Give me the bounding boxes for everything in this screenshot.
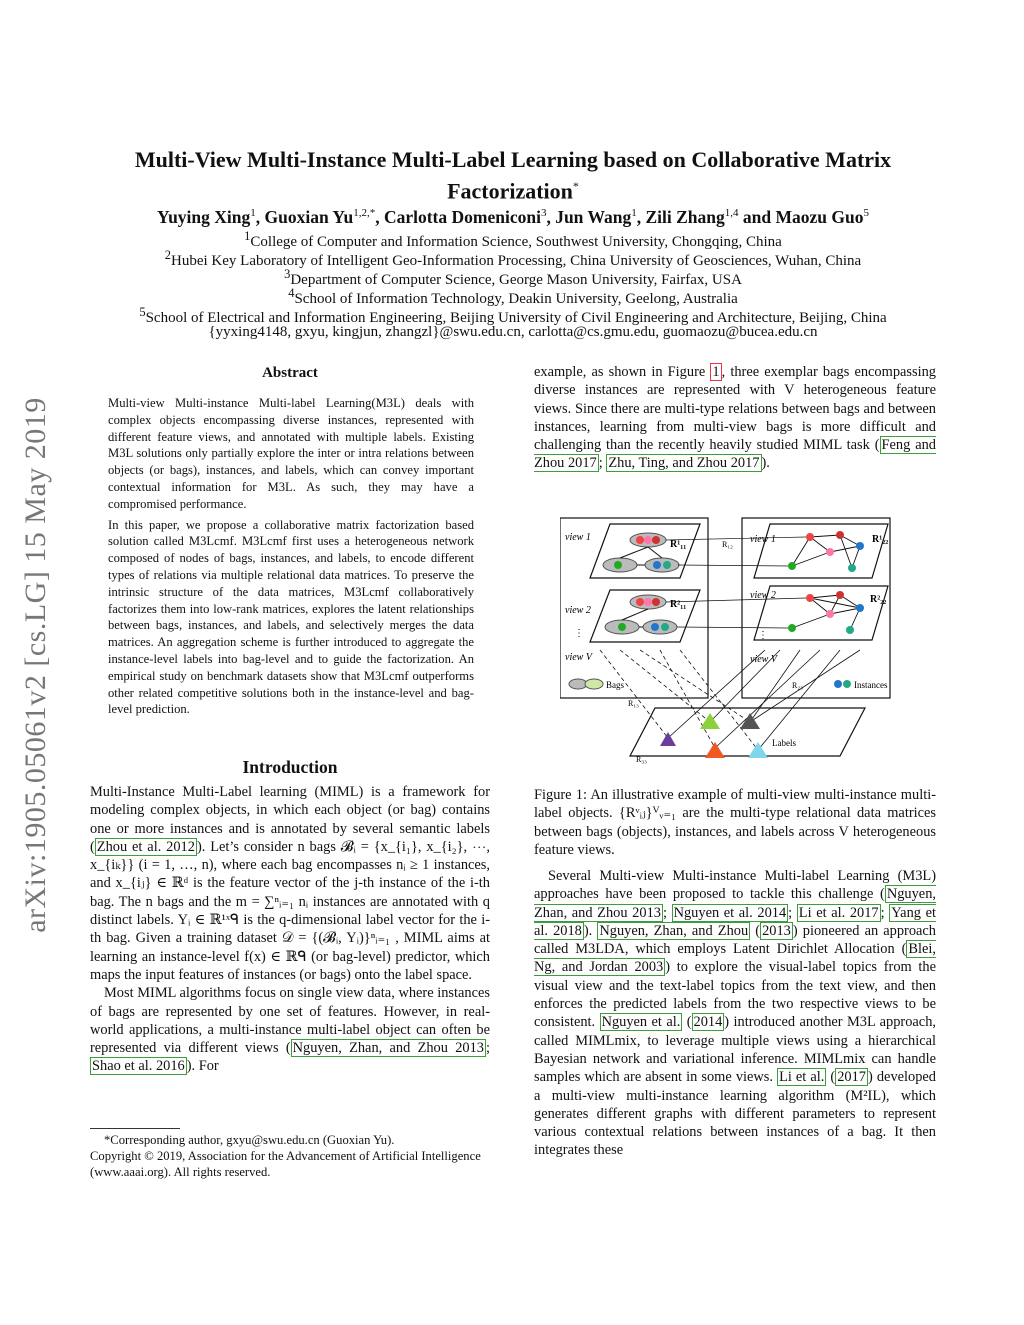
intro-paragraph-1: Multi-Instance Multi-Label learning (MIML) is a framework for modeling complex objects, in which each object (or bag) contains one or more instances and is annotated by several semantic labels ( Zhou et al. 2012 ). Let’s consider n bags 𝓑ᵢ = {x_{i₁}, x_{i₂}, ⋯, x_{iₖ}} (i = 1, …, n), where each bag encompasses nᵢ ≥ 1 instances, and x_{iⱼ} ∈ ℝᵈ is the feature vector of the j-th instance of the i-th bag. The n bags and the m = ∑ⁿᵢ₌₁ nᵢ instances are annotated with q distinct labels. Yᵢ ∈ ℝ¹ˣᑫ is the q-dimensional label vector for the i-th bag. Given a training dataset 𝒟 = {(𝓑ᵢ, Yᵢ)}ⁿᵢ₌₁ , MIML aims at learning an instance-level f(x) ∈ ℝᑫ (or bag-level) predictor, which maps the input features of instances (or bags) onto the label space. <box>90 784 490 983</box>
instance-node <box>788 624 796 632</box>
affiliation-4: $^4$School of Information Technology, Deakin University, Geelong, Australia <box>288 286 738 307</box>
citation-link[interactable]: Nguyen, Zhan, and Zhou <box>599 922 749 939</box>
instance-node <box>644 598 652 606</box>
footnote-rule <box>90 1128 180 1129</box>
arxiv-id: arXiv:1905.05061v2 [cs.LG] 15 May 2019 <box>18 397 52 933</box>
instance-node <box>856 542 864 550</box>
instance-network-view2 <box>792 595 860 630</box>
instance-node <box>806 533 814 541</box>
affiliation-2: $^2$Hubei Key Laboratory of Intelligent Geo-Information Processing, China University of Geosciences, Wuhan, China <box>164 248 862 269</box>
bag-instance-links <box>666 537 806 628</box>
instance-node <box>806 594 814 602</box>
abstract-heading: Abstract <box>262 365 318 381</box>
introduction-body <box>90 783 490 1076</box>
instance-node <box>636 536 644 544</box>
citation-link[interactable]: Yang et al. 2018 <box>534 904 936 939</box>
footnote <box>90 1128 490 1180</box>
footnote-corresponding: *Corresponding author, gxyu@swu.edu.cn (Guoxian Yu). <box>104 1133 395 1147</box>
label-triangle <box>700 713 720 729</box>
bag-ellipse <box>643 620 677 634</box>
instance-node <box>661 623 669 631</box>
right-view1-plane <box>754 524 888 578</box>
citation-link[interactable]: Nguyen et al. 2014 <box>673 904 787 921</box>
r23-label: R₂₃ <box>792 681 803 690</box>
right-paragraph-1: Several Multi-view Multi-instance Multi-label Learning (M3L) approaches have been proposed to tackle this challenge ( Nguyen, Zhan, and Zhou 2013 ; Nguyen et al. 2014 ; Li et al. 2017 ; Yang et al. 2018 ). Nguyen, Zhan, and Zhou ( 2013 ) pioneered an approach called M3LDA, which employs Latent Dirichlet Allocation ( Blei, Ng, and Jordan 2003 ) to explore the visual-label topics from the visual view and the text-label topics from the text view, and then enforces the predicted labels from the two respective views to be consistent. Nguyen et al. ( 2014 ) introduced another M3L approach, called MIMLmix, to leverage multiple views using a hierarchical Bayesian network and variational inference. MIMLmix can handle samples which are absent in some views. Li et al. ( 2017 ) developed a multi-view multi-instance learning algorithm (M²IL), which generates different graphs with different parameters to represent various contextual relations between instances of a bag. It then integrates these <box>534 868 937 1159</box>
r12-label: R₁₂ <box>722 540 733 549</box>
author-list: Yuying Xing$^1$, Guoxian $Yu^{1,2,*}$, Carlotta Domeniconi$^3$, Jun Wang$^1$, Zili Zhang$^{1,4}$ and Maozu Guo$^5$ <box>157 207 869 227</box>
citation-link[interactable]: Shao et al. 2016 <box>92 1058 185 1075</box>
instance-node <box>653 561 661 569</box>
right-view1-label: view 1 <box>750 534 776 545</box>
label-triangle <box>705 742 725 758</box>
instance-node <box>652 536 660 544</box>
instances-legend-swatch <box>843 680 851 688</box>
left-view1-plane <box>590 524 700 578</box>
r13-label: R₁₃ <box>628 699 639 708</box>
instance-node <box>651 623 659 631</box>
label-triangle <box>748 742 768 758</box>
footnote-copyright: Copyright © 2019, Association for the Advancement of Artificial Intelligence (www.aaai.org). All rights reserved. <box>90 1149 481 1179</box>
instance-node <box>788 562 796 570</box>
bag-ellipse <box>645 558 679 572</box>
label-triangle <box>740 713 760 729</box>
labels-plane-label: Labels <box>772 738 796 748</box>
citation-link[interactable]: Nguyen, Zhan, and Zhou 2013 <box>292 1040 484 1057</box>
citation-link[interactable]: Feng and Zhou 2017 <box>534 437 936 472</box>
bag-edge <box>648 547 662 558</box>
author-emails: {yyxing4148, gxyu, kingjun, zhangzl}@swu.edu.cn, carlotta@cs.gmu.edu, guomaozu@bucea.edu.cn <box>208 324 818 340</box>
figure-1-caption: Figure 1: An illustrative example of multi-view multi-instance multi-label objects. {Rᵛᵢⱼ}ⱽᵥ₌₁ are the multi-type relational data matrices between bags (objects), instances, and labels across V heterogeneous feature views. <box>534 787 936 858</box>
r22-2-label: R²₂₂ <box>870 594 887 605</box>
instance-node <box>836 531 844 539</box>
label-links <box>600 650 860 750</box>
instance-node <box>856 604 864 612</box>
instance-network-view1 <box>792 535 860 568</box>
arxiv-sidebar <box>8 345 63 985</box>
instances-legend-swatch <box>834 680 842 688</box>
instances-legend-label: Instances <box>854 680 888 690</box>
left-viewV-label: view V <box>565 652 592 663</box>
citation-link[interactable]: Nguyen et al. <box>601 1014 681 1031</box>
left-view1-label: view 1 <box>565 532 591 543</box>
bags-legend-swatch <box>585 679 603 689</box>
bag-edge <box>622 609 648 620</box>
labels-plane <box>630 708 865 756</box>
instance-node <box>614 561 622 569</box>
r11-1-label: R¹₁₁ <box>670 539 687 550</box>
right-viewV-label: view V <box>750 654 777 665</box>
bags-legend-label: Bags <box>606 680 624 690</box>
right-paragraph-0: example, as shown in Figure 1 , three exemplar bags encompassing diverse instances are represented with V heterogeneous feature views. Since there are multi-type relations between bags and between instances, learning from multi-view bags is more difficult and challenging than the recently heavily studied MIML task ( Feng and Zhou 2017 ; Zhu, Ting, and Zhou 2017 ). <box>534 364 936 472</box>
right-view2-label: view 2 <box>750 590 776 601</box>
citation-link[interactable]: 2013 <box>762 922 791 939</box>
citation-link[interactable]: Zhou et al. 2012 <box>96 838 195 855</box>
citation-link[interactable]: 2014 <box>693 1014 723 1031</box>
r22-1-label: R¹₂₂ <box>872 534 889 545</box>
left-dots: ⋮ <box>574 628 584 639</box>
right-column-bottom <box>534 867 936 1160</box>
instance-node <box>826 610 834 618</box>
citation-link[interactable]: Blei, Ng, and Jordan 2003 <box>534 941 936 976</box>
right-dots: ⋮ <box>758 630 768 641</box>
citation-link[interactable]: Nguyen, Zhan, and Zhou 2013 <box>534 886 936 921</box>
instance-node <box>644 536 652 544</box>
abstract-paragraph-1: Multi-view Multi-instance Multi-label Learning(M3L) deals with complex objects encompassing diverse instances, represented with different feature views, and annotated with multiple labels. Existing M3L solutions only partially explore the inter or intra relations between objects (or bags), instances, and labels, which can convey important contextual information for M3L. As such, they may have a compromised performance. <box>108 396 474 511</box>
instance-node <box>636 598 644 606</box>
figure-1-diagram <box>560 510 910 775</box>
instance-node <box>618 623 626 631</box>
label-triangle <box>660 732 676 746</box>
right-column-top <box>534 363 936 473</box>
instance-node <box>848 564 856 572</box>
introduction-heading: Introduction <box>242 757 338 777</box>
bags-legend-swatch <box>569 679 587 689</box>
paper-title: Multi-View Multi-Instance Multi-Label Learning based on Collaborative Matrix Factorization* <box>134 147 892 204</box>
instance-node <box>663 561 671 569</box>
abstract-body <box>108 395 474 722</box>
bag-edge <box>620 547 648 558</box>
citation-link[interactable]: Li et al. 2017 <box>798 904 879 921</box>
citation-link[interactable]: Zhu, Ting, and Zhou 2017 <box>608 455 760 472</box>
left-view2-label: view 2 <box>565 605 591 616</box>
instance-node <box>836 591 844 599</box>
instance-node <box>652 598 660 606</box>
affiliation-5: $^5$School of Electrical and Information Engineering, Beijing University of Civil Engineering and Architecture, Beijing, China <box>139 305 887 326</box>
r33-label: R₃₃ <box>636 755 647 764</box>
instance-node <box>846 626 854 634</box>
affiliation-1: $^1$College of Computer and Information Science, Southwest University, Chongqing, China <box>244 229 782 250</box>
citation-link[interactable]: 2017 <box>837 1069 866 1086</box>
r11-2-label: R²₁₁ <box>670 599 687 610</box>
intro-paragraph-2: Most MIML algorithms focus on single view data, where instances of bags are represented by one set of features. However, in real-world applications, a multi-instance multi-label object can often be represented via different views ( Nguyen, Zhan, and Zhou 2013 ; Shao et al. 2016 ). For <box>90 985 490 1075</box>
instance-node <box>826 548 834 556</box>
affiliation-3: $^3$Department of Computer Science, George Mason University, Fairfax, USA <box>284 267 742 288</box>
citation-link[interactable]: Li et al. <box>779 1069 825 1086</box>
abstract-paragraph-2: In this paper, we propose a collaborative matrix factorization based solution called M3Lcmf. M3Lcmf first uses a heterogeneous network composed of nodes of bags, instances, and labels, to encode different types of relations via multiple relational data matrices. To preserve the intrinsic structure of the data matrices, M3Lcmf collaboratively factorizes them into low-rank matrices, explores the latent relationships between bags, instances, and labels, and selectively merges the data matrices. An aggregation scheme is further introduced to aggregate the instance-level labels into bag-level and to guide the factorization. An empirical study on benchmark datasets show that M3Lcmf outperforms other related competitive solutions both in the instance-level and bag-level prediction. <box>108 517 474 717</box>
figure-ref-link[interactable]: 1 <box>712 364 720 380</box>
